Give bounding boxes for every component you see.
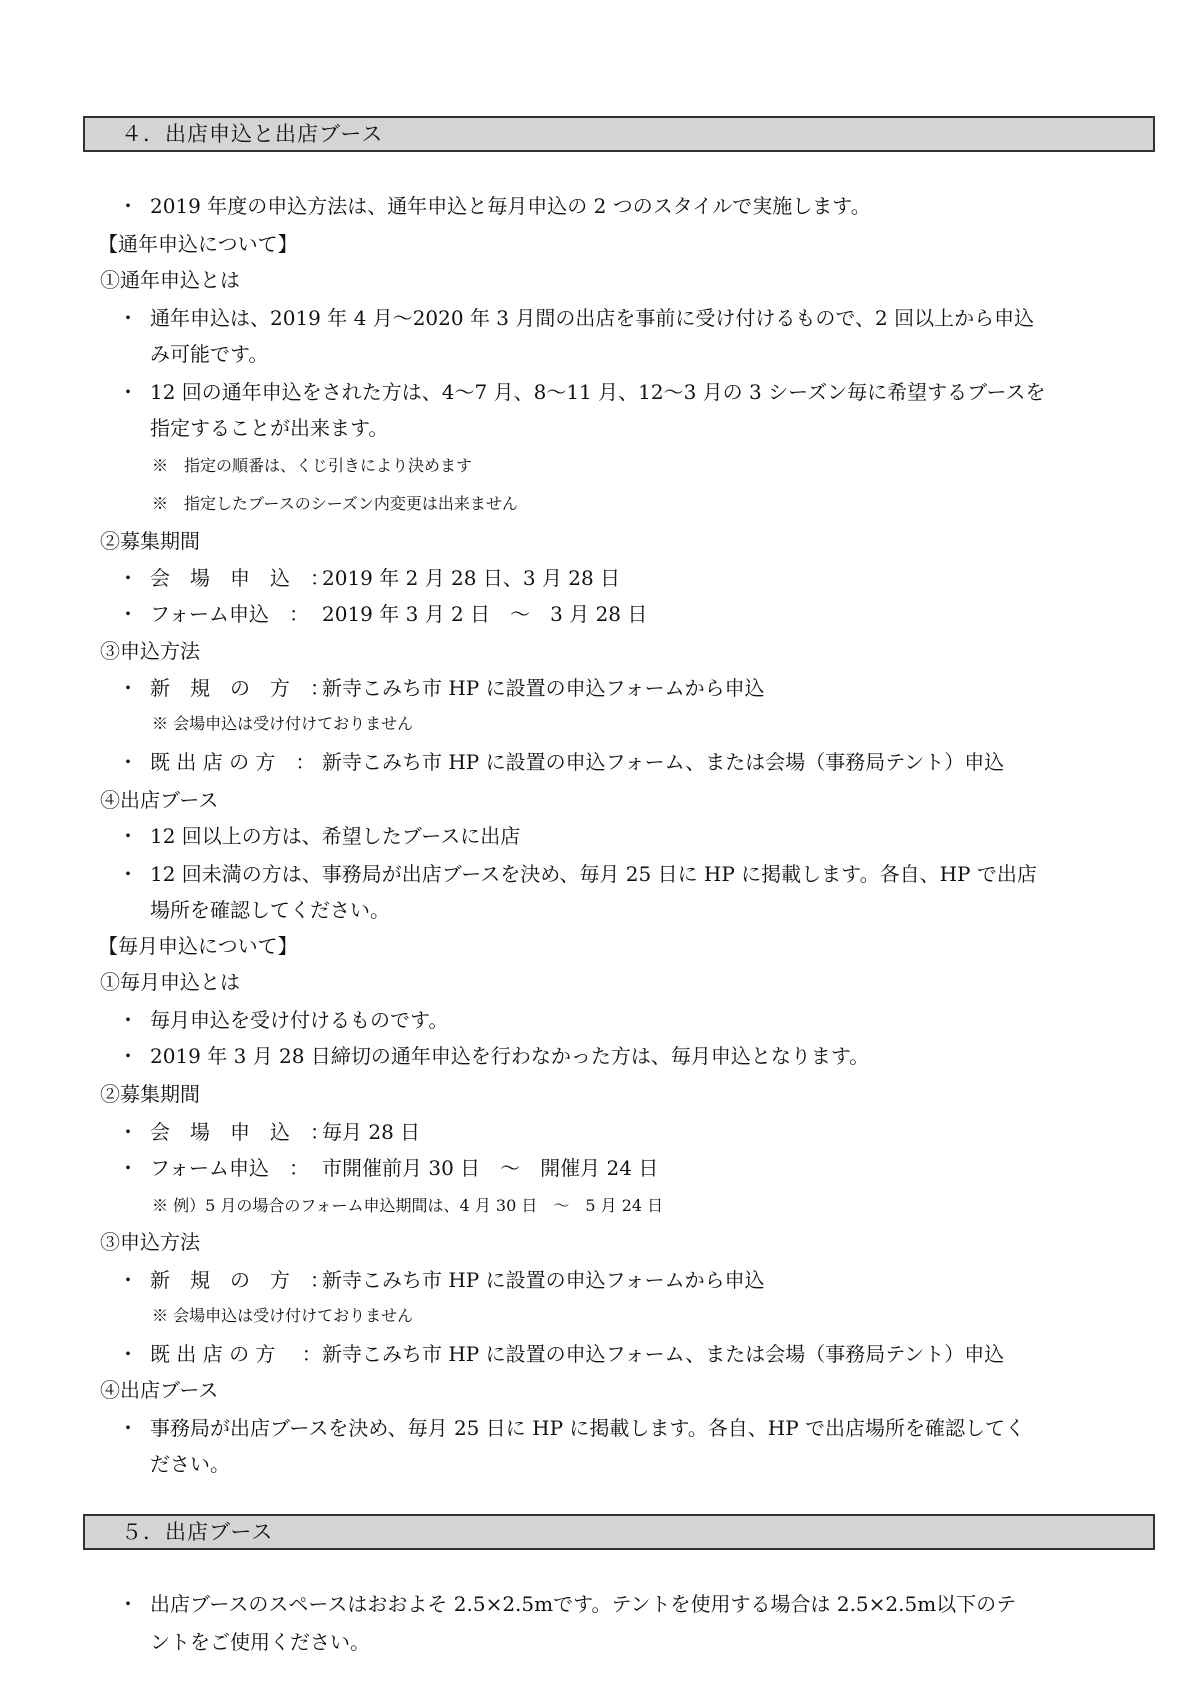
section-4-header — [83, 116, 1155, 152]
annual-method-new-value: 新寺こみち市 HP に設置の申込フォームから申込 — [322, 676, 765, 700]
intro-text: 2019 年度の申込方法は、通年申込と毎月申込の 2 つのスタイルで実施します。 — [150, 194, 871, 218]
bullet: ・ — [118, 1008, 138, 1032]
monthly-what-p2: 2019 年 3 月 28 日締切の通年申込を行わなかった方は、毎月申込となります。 — [150, 1044, 870, 1068]
annual-what-p1-line2: み可能です。 — [150, 342, 269, 366]
annual-period-form-value: 2019 年 3 月 2 日 ～ 3 月 28 日 — [322, 602, 648, 626]
monthly-what-title: ①毎月申込とは — [100, 970, 240, 994]
monthly-what-p1: 毎月申込を受け付けるものです。 — [150, 1008, 449, 1032]
annual-period-venue — [150, 564, 620, 592]
bullet: ・ — [118, 676, 138, 700]
monthly-booth-p1-line1: 事務局が出店ブースを決め、毎月 25 日に HP に掲載します。各自、HP で出店場所を確認してく — [150, 1416, 1026, 1440]
section-5-p1-line1: 出店ブースのスペースはおおよそ 2.5×2.5mです。テントを使用する場合は 2.5×2.5m以下のテ — [150, 1592, 1017, 1616]
monthly-period-venue-label: 会 場 申 込 ： — [150, 1120, 330, 1144]
monthly-period-form-value: 市開催前月 30 日 ～ 開催月 24 日 — [322, 1156, 659, 1180]
annual-note-2: ※ 指定したブースのシーズン内変更は出来ません — [152, 494, 518, 513]
monthly-period-title: ②募集期間 — [100, 1082, 200, 1106]
annual-booth-p2-line1: 12 回未満の方は、事務局が出店ブースを決め、毎月 25 日に HP に掲載します。各自、HP で出店 — [150, 862, 1037, 886]
monthly-booth-title: ④出店ブース — [100, 1378, 219, 1402]
annual-booth-p2-line2: 場所を確認してください。 — [150, 898, 390, 922]
bullet: ・ — [118, 380, 138, 404]
monthly-method-new-label: 新 規 の 方 ： — [150, 1268, 330, 1292]
annual-method-title: ③申込方法 — [100, 639, 200, 663]
section-5-header — [83, 1514, 1155, 1550]
annual-what-title: ①通年申込とは — [100, 268, 240, 292]
bullet: ・ — [118, 1342, 138, 1366]
section-5-title: ５．出店ブース — [121, 1520, 274, 1544]
annual-method-existing — [150, 748, 1004, 776]
monthly-method-existing-label: 既 出 店 の 方 ： — [150, 1342, 322, 1366]
monthly-period-note: ※ 例）5 月の場合のフォーム申込期間は、4 月 30 日 ～ 5 月 24 日 — [152, 1196, 664, 1215]
annual-heading: 【通年申込について】 — [98, 232, 298, 256]
monthly-method-existing — [150, 1340, 1004, 1368]
annual-period-form — [150, 600, 647, 628]
monthly-method-existing-value: 新寺こみち市 HP に設置の申込フォーム、または会場（事務局テント）申込 — [322, 1342, 1005, 1366]
bullet: ・ — [118, 1156, 138, 1180]
monthly-method-new-value: 新寺こみち市 HP に設置の申込フォームから申込 — [322, 1268, 765, 1292]
annual-what-p1-line1: 通年申込は、2019 年 4 月～2020 年 3 月間の出店を事前に受け付けるもので、2 回以上から申込 — [150, 306, 1035, 330]
bullet: ・ — [118, 1120, 138, 1144]
bullet: ・ — [118, 824, 138, 848]
monthly-method-title: ③申込方法 — [100, 1230, 200, 1254]
annual-booth-title: ④出店ブース — [100, 788, 219, 812]
annual-what-p2-line1: 12 回の通年申込をされた方は、4～7 月、8～11 月、12～3 月の 3 シーズン毎に希望するブースを — [150, 380, 1046, 404]
bullet: ・ — [118, 602, 138, 626]
annual-period-form-label: フォーム申込 ： — [150, 602, 309, 626]
annual-method-existing-label: 既 出 店 の 方 ： — [150, 750, 316, 774]
bullet: ・ — [118, 750, 138, 774]
bullet: ・ — [118, 862, 138, 886]
annual-method-new-note: ※ 会場申込は受け付けておりません — [152, 714, 414, 733]
monthly-method-new-note: ※ 会場申込は受け付けておりません — [152, 1306, 414, 1325]
section-4-title: ４．出店申込と出店ブース — [121, 122, 384, 146]
monthly-period-venue — [150, 1118, 420, 1146]
bullet: ・ — [118, 1044, 138, 1068]
annual-period-venue-value: 2019 年 2 月 28 日、3 月 28 日 — [322, 566, 621, 590]
annual-method-new — [150, 674, 765, 702]
annual-note-1: ※ 指定の順番は、くじ引きにより決めます — [152, 456, 473, 475]
bullet: ・ — [118, 1592, 138, 1616]
monthly-booth-p1-line2: ださい。 — [150, 1452, 230, 1476]
bullet: ・ — [118, 1416, 138, 1440]
monthly-period-form-label: フォーム申込 ： — [150, 1156, 309, 1180]
monthly-method-new — [150, 1266, 765, 1294]
annual-period-title: ②募集期間 — [100, 529, 200, 553]
annual-method-new-label: 新 規 の 方 ： — [150, 676, 330, 700]
bullet: ・ — [118, 566, 138, 590]
section-5-p1-line2: ントをご使用ください。 — [150, 1630, 370, 1654]
annual-what-p2-line2: 指定することが出来ます。 — [150, 416, 389, 440]
monthly-heading: 【毎月申込について】 — [98, 934, 298, 958]
annual-method-existing-value: 新寺こみち市 HP に設置の申込フォーム、または会場（事務局テント）申込 — [322, 750, 1005, 774]
monthly-period-venue-value: 毎月 28 日 — [322, 1120, 421, 1144]
bullet: ・ — [118, 1268, 138, 1292]
annual-booth-p1: 12 回以上の方は、希望したブースに出店 — [150, 824, 521, 848]
bullet: ・ — [118, 306, 138, 330]
annual-period-venue-label: 会 場 申 込 ： — [150, 566, 330, 590]
monthly-period-form — [150, 1154, 658, 1182]
bullet: ・ — [118, 194, 138, 218]
